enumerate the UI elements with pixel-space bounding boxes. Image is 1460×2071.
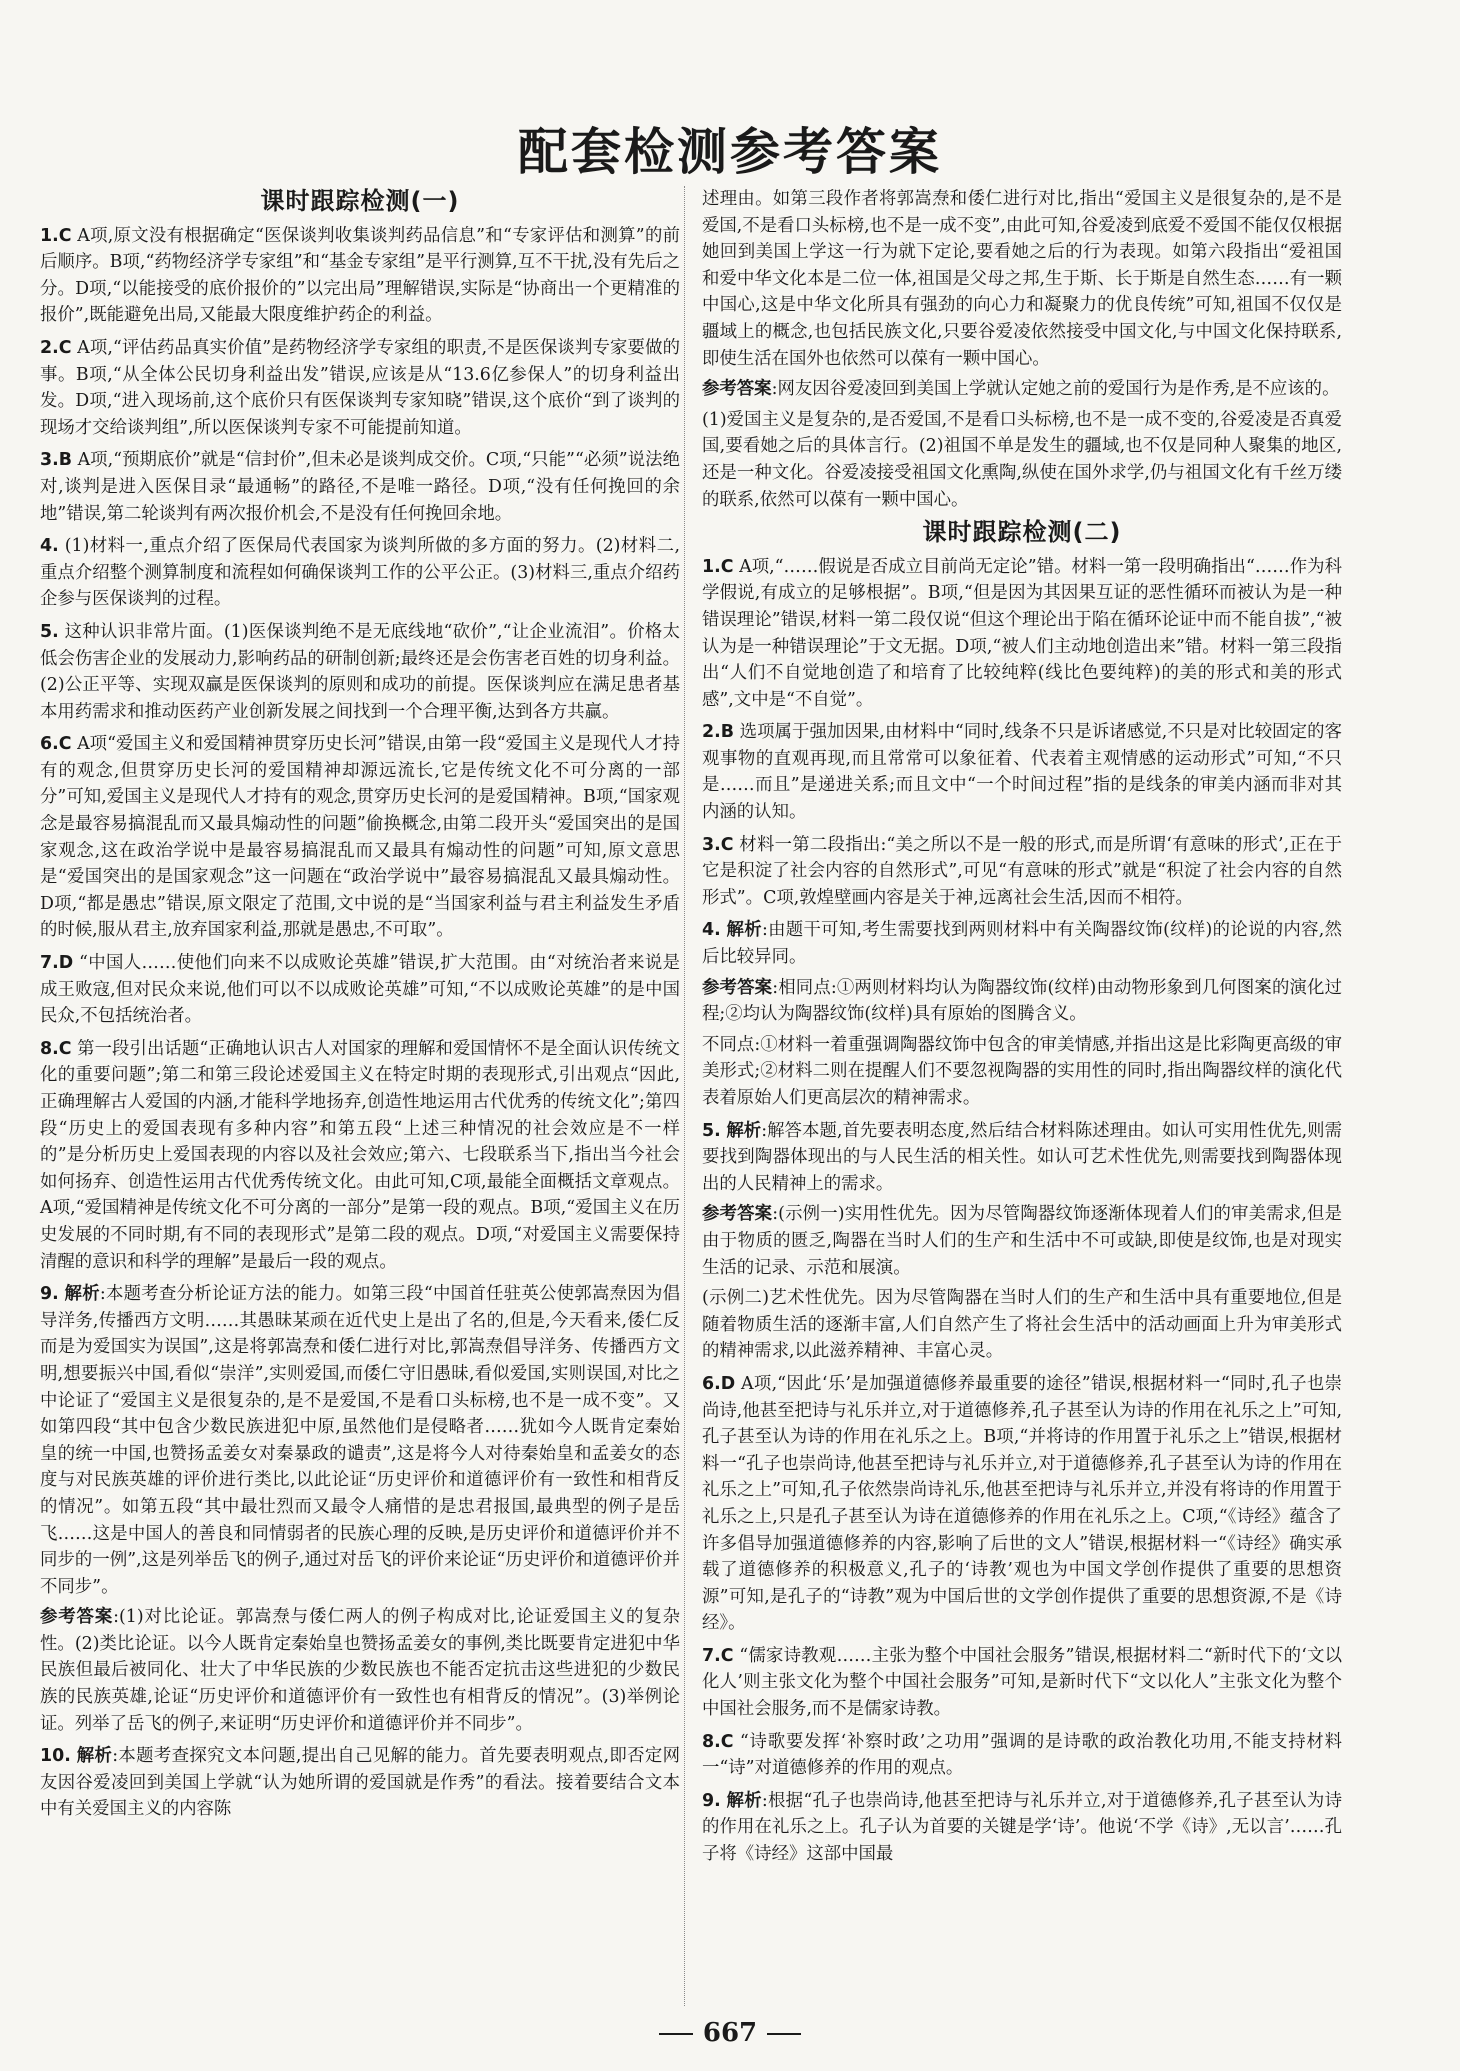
answer-text: A项,“……假说是否成立目前尚无定论”错。材料一第一段明确指出“……作为科学假说,有成立的足够根据”。B项,“但是因为其因果互证的恶性循环而被认为是一种错误理论”错误,材料一第二段仅说“但这个理论出于陷在循环论证中而不能自拔”,“被认为是一种错误理论”于文无据。D项,“被人们主动地创造出来”错。材料一第三段指出“人们不自觉地创造了和培育了比较纯粹(线比色要纯粹)的美的形式和美的形式感”,文中是“不自觉”。 <box>702 556 1343 710</box>
question-number: 9. <box>40 1284 59 1305</box>
analysis-label: 解析 <box>726 1120 762 1141</box>
answer-item <box>40 1743 680 1823</box>
reference-answer: 参考答案:相同点:①两则材料均认为陶器纹饰(纹样)由动物形象到几何图案的演化过程;②均认为陶器纹饰(纹样)具有原始的图腾含义。 <box>702 977 1342 1025</box>
question-number: 7.D <box>40 953 74 974</box>
question-number: 6.D <box>702 1373 736 1394</box>
answer-text: A项,“评估药品真实价值”是药物经济学专家组的职责,不是医保谈判专家要做的事。B项,“从全体公民切身利益出发”错误,应该是从“13.6亿参保人”的切身利益出发。D项,“进入现场前,这个底价只有医保谈判专家知晓”错误,这个底价“到了谈判的现场才交给谈判组”,所以医保谈判专家不可能提前知道。 <box>40 337 680 438</box>
reference-answer-text: 相同点:①两则材料均认为陶器纹饰(纹样)由动物形象到几何图案的演化过程;②均认为陶器纹饰(纹样)具有原始的图腾含义。 <box>702 977 1342 1025</box>
reference-answer: 参考答案:网友因谷爱凌回到美国上学就认定她之前的爱国行为是作秀,是不应该的。 <box>702 379 1340 400</box>
answer-paragraph <box>702 832 1342 912</box>
reference-answer-label: 参考答案 <box>702 1204 773 1225</box>
question-number: 3.B <box>40 450 72 471</box>
answer-paragraph <box>702 719 1342 825</box>
answer-text: A项,原文没有根据确定“医保谈判收集谈判药品信息”和“专家评估和测算”的前后顺序。B项,“药物经济学专家组”和“基金专家组”是平行测算,互不干扰,没有先后之分。D项,“以能接受的底价报价的”以完出局”理解错误,实际是“协商出一个更精准的报价”,既能避免出局,又能最大限度维护药企的利益。 <box>40 225 681 326</box>
question-number: 7.C <box>702 1645 734 1666</box>
question-number: 5. <box>40 621 59 642</box>
answer-text: A项“爱国主义和爱国精神贯穿历史长河”错误,由第一段“爱国主义是现代人才持有的观念,但贯穿历史长河的爱国精神却源远流长,它是传统文化不可分离的一部分”可知,爱国主义是现代人才持有的观念,贯穿历史长河的是爱国精神。B项,“国家观念是最容易搞混乱而又最具煽动性的问题”偷换概念,由第二段开头“爱国突出的是国家观念,这在政治学说中是最容易搞混乱而又最具有煽动性的问题”可知,原文意思是“爱国突出的是国家观念”这一问题在“政治学说中”最容易搞混乱又最具煽动性。D项,“都是愚忠”错误,原文限定了范围,文中说的是“当国家利益与君主利益发生矛盾的时候,服从君主,放弃国家利益,那就是愚忠,不可取”。 <box>40 734 680 941</box>
footer-dash-right <box>767 2033 801 2035</box>
reference-answer: 参考答案:(示例一)实用性优先。因为尽管陶器纹饰逐渐体现着人们的审美需求,但是由于物质的匮乏,陶器在当时人们的生产和生活中不可或缺,即使是纹饰,也是对现实生活的记录、示范和展演。 <box>702 1204 1342 1278</box>
answer-item <box>702 1788 1342 1868</box>
answer-item <box>702 832 1342 912</box>
reference-answer-extra: (1)爱国主义是复杂的,是否爱国,不是看口头标榜,也不是一成不变的,谷爱凌是否真爱国,要看她之后的具体言行。(2)祖国不单是发生的疆域,也不仅是同种人聚集的地区,还是一种文化。谷爱凌接受祖国文化熏陶,纵使在国外求学,仍与祖国文化有千丝万缕的联系,依然可以葆有一颗中国心。 <box>702 409 1342 510</box>
answer-paragraph <box>40 447 680 527</box>
question-number: 2.C <box>40 337 72 358</box>
answer-paragraph <box>40 533 680 613</box>
section-heading-1: 课时跟踪检测(一) <box>260 187 460 215</box>
answer-text: “中国人……使他们向来不以成败论英雄”错误,扩大范围。由“对统治者来说是成王败寇,但对民众来说,他们可以不以成败论英雄”可知,“不以成败论英雄”的是中国民众,不包括统治者。 <box>40 953 680 1027</box>
answer-text: “诗歌要发挥‘补察时政’之功用”强调的是诗歌的政治教化功用,不能支持材料一“诗”对道德修养的作用的观点。 <box>702 1731 1343 1779</box>
answer-text: 第一段引出话题“正确地认识古人对国家的理解和爱国情怀不是全面认识传统文化的重要问题”;第二和第三段论述爱国主义在特定时期的表现形式,引出观点“因此,正确理解古人爱国的内涵,才能科学地扬弃,创造性地运用古代优秀的传统文化”;第四段“历史上的爱国表现有多种内容”和第五段“上述三种情况的社会效应是不一样的”是分析历史上爱国表现的内容以及社会效应;第六、七段联系当下,指出当今社会如何扬弃、创造性运用古代优秀传统文化。由此可知,C项,最能全面概括文章观点。A项,“爱国精神是传统文化不可分离的一部分”是第一段的观点。B项,“爱国主义在历史发展的不同时期,有不同的表现形式”是第二段的观点。D项,“对爱国主义需要保持清醒的意识和科学的理解”是最后一段的观点。 <box>40 1038 680 1272</box>
answer-paragraph <box>40 223 680 329</box>
answer-item <box>702 1643 1342 1723</box>
answer-text: 本题考查探究文本问题,提出自己见解的能力。首先要表明观点,即否定网友因谷爱凌回到美国上学就“认为她所谓的爱国就是作秀”的看法。接着要结合文本中有关爱国主义的内容陈 <box>40 1746 680 1820</box>
answer-item <box>40 447 680 527</box>
question-number: 1.C <box>702 556 734 577</box>
answer-paragraph <box>40 950 680 1030</box>
question-number: 5. <box>702 1120 721 1141</box>
column-divider <box>684 186 685 2006</box>
answer-item <box>702 719 1342 825</box>
page-footer <box>0 2018 1460 2048</box>
analysis-label: 解析 <box>726 1790 762 1811</box>
question-number: 1.C <box>40 225 72 246</box>
reference-answer-label: 参考答案 <box>40 1607 114 1628</box>
reference-answer-label: 参考答案 <box>702 977 773 998</box>
question-number: 8.C <box>40 1038 72 1059</box>
answer-item <box>40 223 680 329</box>
answer-text: 解答本题,首先要表明态度,然后结合材料陈述理由。如认可实用性优先,则需要找到陶器体现出的与人民生活的相关性。如认可艺术性优先,则需要找到陶器体现出的人民精神上的需求。 <box>702 1120 1342 1194</box>
analysis-label: 解析 <box>64 1284 100 1305</box>
left-column <box>40 186 680 1829</box>
answer-text: A项,“预期底价”就是“信封价”,但未必是谈判成交价。C项,“只能”“必须”说法绝对,谈判是进入医保目录“最通畅”的路径,不是唯一路径。D项,“没有任何挽回的余地”错误,第二轮谈判有两次报价机会,不是没有任何挽回余地。 <box>40 450 681 524</box>
reference-answer-label: 参考答案 <box>702 379 772 400</box>
answer-item <box>702 1118 1342 1365</box>
answer-text: “儒家诗教观……主张为整个中国社会服务”错误,根据材料二“新时代下的‘文以化人’则主张文化为整个中国社会服务”可知,是新时代下“文以化人”主张文化为整个中国社会服务,而不是儒家诗教。 <box>702 1645 1343 1720</box>
answer-paragraph <box>702 1371 1342 1637</box>
answer-text: 选项属于强加因果,由材料中“同时,线条不只是诉诸感觉,不只是对比较固定的客观事物的直观再现,而且常常可以象征着、代表着主观情感的运动形式”可知,“不只是……而且”是递进关系;而且文中“一个时间过程”指的是线条的审美内涵而非对其内涵的认知。 <box>702 722 1343 823</box>
analysis-label: 解析 <box>726 920 762 941</box>
answer-item <box>40 335 680 441</box>
question-number: 4. <box>40 536 59 557</box>
answer-paragraph <box>702 554 1342 714</box>
reference-answer-extra: (示例二)艺术性优先。因为尽管陶器在当时人们的生产和生活中具有重要地位,但是随着物质生活的逐渐丰富,人们自然产生了将社会生活中的活动画面上升为审美形式的精神需求,以此滋养精神、丰富心灵。 <box>702 1288 1342 1362</box>
answer-paragraph: 9. 解析:本题考查分析论证方法的能力。如第三段“中国首任驻英公使郭嵩焘因为倡导洋务,传播西方文明……其愚昧某顽在近代史上是出了名的,但是,今天看来,倭仁反而是为爱国实为误国”,这是将郭嵩焘和倭仁进行对比,郭嵩焘倡导洋务、传播西方文明,想要振兴中国,看似“崇洋”,实则爱国,而倭仁守旧愚昧,看似爱国,实则误国,对比之中论证了“爱国主义是很复杂的,是不是爱国,不是看口头标榜,也不是一成不变”。又如第四段“其中包含少数民族进犯中原,虽然他们是侵略者……犹如今人既肯定秦始皇的统一中国,也赞扬孟姜女对秦暴政的谴责”,这是将今人对待秦始皇和孟姜女的态度与对民族英雄的评价进行类比,以此论证“历史评价和道德评价有一致性和相背反的情况”。如第五段“其中最壮烈而又最令人痛惜的是忠君报国,最典型的例子是岳飞……这是中国人的善良和同情弱者的民族心理的反映,是历史评价和道德评价并不同步的一例”,这是列举岳飞的例子,通过对岳飞的评价来论证“历史评价和道德评价并不同步”。 <box>40 1284 680 1597</box>
analysis-label: 解析 <box>76 1746 113 1767</box>
question-number: 10. <box>40 1746 71 1767</box>
answer-paragraph <box>40 335 680 441</box>
answer-text: A项,“因此‘乐’是加强道德修养最重要的途径”错误,根据材料一“同时,孔子也崇尚诗,他甚至把诗与礼乐并立,对于道德修养,孔子甚至认为诗的作用在礼乐之上”可知,孔子甚至认为诗的作用在礼乐之上。B项,“并将诗的作用置于礼乐之上”错误,根据材料一“孔子也崇尚诗,他甚至把诗与礼乐并立,对于道德修养,孔子甚至认为诗的作用在礼乐之上”可知,孔子依然崇尚诗礼乐,他甚至把诗与礼乐并立,并没有将诗的作用置于礼乐之上,只是孔子甚至认为诗在道德修养的作用在礼乐之上。C项,“《诗经》蕴含了许多倡导加强道德修养的内容,影响了后世的文人”错误,根据材料一“《诗经》确实承载了道德修养的积极意义,孔子的‘诗教’观也为中国文学创作提供了重要的思想资源”可知,是孔子的“诗教”观为中国后世的文学创作提供了重要的思想资源,不是《诗经》。 <box>702 1373 1343 1634</box>
question-number: 4. <box>702 920 721 941</box>
answer-paragraph <box>40 1036 680 1275</box>
answer-paragraph <box>702 1643 1342 1723</box>
question-number: 9. <box>702 1790 721 1811</box>
question-number: 2.B <box>702 722 734 743</box>
page-title: 配套检测参考答案 <box>518 123 942 181</box>
question-number: 8.C <box>702 1731 734 1752</box>
answer-item <box>40 1036 680 1275</box>
answer-text: 这种认识非常片面。(1)医保谈判绝不是无底线地“砍价”,“让企业流泪”。价格太低会伤害企业的发展动力,影响药品的研制创新;最终还是会伤害老百姓的切身利益。(2)公正平等、实现双赢是医保谈判的原则和成功的前提。医保谈判应在满足患者基本用药需求和推动医药产业创新发展之间找到一个合理平衡,达到各方共赢。 <box>40 621 680 722</box>
question-number: 3.C <box>702 834 734 855</box>
answer-item <box>702 554 1342 714</box>
answer-paragraph <box>40 619 680 725</box>
answer-text: 根据“孔子也崇尚诗,他甚至把诗与礼乐并立,对于道德修养,孔子甚至认为诗的作用在礼乐之上。孔子认为首要的关键是学‘诗’。他说‘不学《诗》,无以言’……孔子将《诗经》这部中国最 <box>702 1790 1342 1865</box>
page-number: 667 <box>702 2018 758 2048</box>
answer-text: 由题干可知,考生需要找到两则材料中有关陶器纹饰(纹样)的论说的内容,然后比较异同。 <box>702 920 1342 968</box>
answer-item <box>40 533 680 613</box>
reference-answer-text: 网友因谷爱凌回到美国上学就认定她之前的爱国行为是作秀,是不应该的。 <box>777 379 1340 400</box>
answer-text: 材料一第二段指出:“美之所以不是一般的形式,而是所谓‘有意味的形式’,正在于它是积淀了社会内容的自然形式”,可见“有意味的形式”就是“积淀了社会内容的自然形式”。C项,敦煌壁画内容是关于神,远离社会生活,因而不相符。 <box>702 834 1342 908</box>
answer-paragraph: 9. 解析:根据“孔子也崇尚诗,他甚至把诗与礼乐并立,对于道德修养,孔子甚至认为诗的作用在礼乐之上。孔子认为首要的关键是学‘诗’。他说‘不学《诗》,无以言’……孔子将《诗经》这部中国最 <box>702 1790 1342 1865</box>
answer-text: (1)材料一,重点介绍了医保局代表国家为谈判所做的多方面的努力。(2)材料二,重点介绍整个测算制度和流程如何确保谈判工作的公平公正。(3)材料三,重点介绍药企参与医保谈判的过程。 <box>40 536 681 610</box>
question-number: 6.C <box>40 734 72 755</box>
answer-item <box>702 1371 1342 1637</box>
reference-answer: 参考答案:(1)对比论证。郭嵩焘与倭仁两人的例子构成对比,论证爱国主义的复杂性。(2)类比论证。以今人既肯定秦始皇也赞扬孟姜女的事例,类比既要肯定进犯中华民族但最后被同化、壮大了中华民族的少数民族也不能否定抗击这些进犯的少数民族的民族英雄,论证“历史评价和道德评价有一致性也有相背反的情况”。(3)举例论证。列举了岳飞的例子,来证明“历史评价和道德评价并不同步”。 <box>40 1607 680 1734</box>
answer-paragraph <box>40 731 680 944</box>
reference-answer-extra: 不同点:①材料一着重强调陶器纹饰中包含的审美情感,并指出这是比彩陶更高级的审美形式;②材料二则在提醒人们不要忽视陶器的实用性的同时,指出陶器纹样的演化代表着原始人们更高层次的精神需求。 <box>702 1034 1342 1108</box>
answer-item <box>40 619 680 725</box>
answer-item <box>40 950 680 1030</box>
answer-item <box>40 1281 680 1737</box>
answer-text: 本题考查分析论证方法的能力。如第三段“中国首任驻英公使郭嵩焘因为倡导洋务,传播西方文明……其愚昧某顽在近代史上是出了名的,但是,今天看来,倭仁反而是为爱国实为误国”,这是将郭嵩焘和倭仁进行对比,郭嵩焘倡导洋务、传播西方文明,想要振兴中国,看似“崇洋”,实则爱国,而倭仁守旧愚昧,看似爱国,实则误国,对比之中论证了“爱国主义是很复杂的,是不是爱国,不是看口头标榜,也不是一成不变”。又如第四段“其中包含少数民族进犯中原,虽然他们是侵略者……犹如今人既肯定秦始皇的统一中国,也赞扬孟姜女对秦暴政的谴责”,这是将今人对待秦始皇和孟姜女的态度与对民族英雄的评价进行类比,以此论证“历史评价和道德评价有一致性和相背反的情况”。如第五段“其中最壮烈而又最令人痛惜的是忠君报国,最典型的例子是岳飞……这是中国人的善良和同情弱者的民族心理的反映,是历史评价和道德评价并不同步的一例”,这是列举岳飞的例子,通过对岳飞的评价来论证“历史评价和道德评价并不同步”。 <box>40 1284 680 1597</box>
reference-answer-text: (示例一)实用性优先。因为尽管陶器纹饰逐渐体现着人们的审美需求,但是由于物质的匮乏,陶器在当时人们的生产和生活中不可或缺,即使是纹饰,也是对现实生活的记录、示范和展演。 <box>702 1204 1342 1278</box>
answer-text: 述理由。如第三段作者将郭嵩焘和倭仁进行对比,指出“爱国主义是很复杂的,是不是爱国,不是看口头标榜,也不是一成不变”,由此可知,谷爱凌到底爱不爱国不能仅仅根据她回到美国上学这一行为就下定论,要看她之后的行为表现。如第六段指出“爱祖国和爱中华文化本是二位一体,祖国是父母之邦,生于斯、长于斯是自然生态……有一颗中国心,这是中华文化所具有强劲的向心力和凝聚力的优良传统”可知,祖国不仅仅是疆域上的概念,也包括民族文化,只要谷爱凌依然接受中国文化,与中国文化保持联系,即使生活在国外也依然可以葆有一颗中国心。 <box>702 189 1342 369</box>
answer-item <box>702 186 1342 513</box>
answer-item <box>702 917 1342 1111</box>
answer-paragraph <box>702 186 1342 372</box>
answer-paragraph: 5. 解析:解答本题,首先要表明态度,然后结合材料陈述理由。如认可实用性优先,则需要找到陶器体现出的与人民生活的相关性。如认可艺术性优先,则需要找到陶器体现出的人民精神上的需求。 <box>702 1120 1342 1194</box>
footer-dash-left <box>659 2033 693 2035</box>
answer-item <box>40 731 680 944</box>
answer-paragraph: 4. 解析:由题干可知,考生需要找到两则材料中有关陶器纹饰(纹样)的论说的内容,然后比较异同。 <box>702 920 1342 968</box>
answer-paragraph <box>702 1729 1342 1782</box>
section-heading-2: 课时跟踪检测(二) <box>922 518 1122 547</box>
answer-item <box>702 1729 1342 1782</box>
reference-answer-text: (1)对比论证。郭嵩焘与倭仁两人的例子构成对比,论证爱国主义的复杂性。(2)类比论证。以今人既肯定秦始皇也赞扬孟姜女的事例,类比既要肯定进犯中华民族但最后被同化、壮大了中华民族的少数民族也不能否定抗击这些进犯的少数民族的民族英雄,论证“历史评价和道德评价有一致性也有相背反的情况”。(3)举例论证。列举了岳飞的例子,来证明“历史评价和道德评价并不同步”。 <box>40 1607 680 1734</box>
right-column <box>702 186 1342 1874</box>
answer-paragraph: 10. 解析:本题考查探究文本问题,提出自己见解的能力。首先要表明观点,即否定网友因谷爱凌回到美国上学就“认为她所谓的爱国就是作秀”的看法。接着要结合文本中有关爱国主义的内容陈 <box>40 1746 680 1820</box>
